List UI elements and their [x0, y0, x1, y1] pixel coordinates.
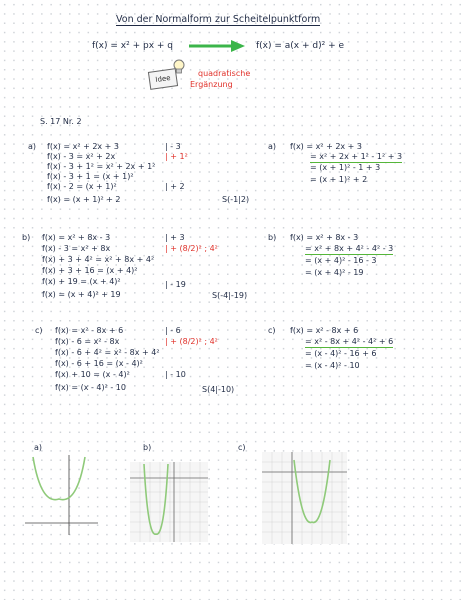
a-left-line: f(x) = (x + 1)² + 2 [47, 195, 121, 204]
a-right-line: = x² + 2x + 1² - 1² + 3 [310, 152, 403, 161]
arrow-right-icon [187, 38, 247, 54]
b-left-line: f(x) - 3 = x² + 8x [42, 244, 111, 253]
label-c-right: c) [268, 326, 276, 335]
b-step-op: | - 19 [165, 280, 186, 289]
b-left-line: f(x) + 3 + 16 = (x + 4)² [42, 266, 138, 275]
a-vertex: S(-1|2) [222, 195, 250, 204]
c-right-line: f(x) = x² - 8x + 6 [290, 326, 359, 335]
label-a-left: a) [28, 142, 37, 151]
idea-sticker: Idee [148, 68, 178, 90]
b-left-line: f(x) + 3 + 4² = x² + 8x + 4² [42, 255, 155, 264]
c-right-line: = x² - 8x + 4² - 4² + 6 [305, 337, 394, 346]
label-c-left: c) [35, 326, 43, 335]
note-line-2: Ergänzung [190, 80, 233, 89]
graph-c [262, 452, 347, 544]
label-b-left: b) [22, 233, 31, 242]
b-left-line: f(x) = (x + 4)² + 19 [42, 290, 121, 299]
b-right-line: f(x) = x² + 8x - 3 [290, 233, 359, 242]
lightbulb-icon [172, 58, 186, 76]
parabola-curve [33, 457, 85, 500]
c-left-line: f(x) - 6 + 4² = x² - 8x + 4² [55, 348, 160, 357]
c-left-line: f(x) - 6 = x² - 8x [55, 337, 120, 346]
exercise-reference: S. 17 Nr. 2 [40, 117, 82, 126]
graph-a [25, 455, 98, 535]
c-right-line: = (x - 4)² - 10 [305, 361, 360, 370]
b-left-line: f(x) = x² + 8x - 3 [42, 233, 111, 242]
a-left-line: f(x) = x² + 2x + 3 [47, 142, 120, 151]
a-left-line: f(x) - 3 + 1² = x² + 2x + 1² [47, 162, 156, 171]
a-right-line: = (x + 1)² - 1 + 3 [310, 163, 381, 172]
b-step-op: | + 3 [165, 233, 185, 242]
c-left-line: f(x) - 6 + 16 = (x - 4)² [55, 359, 143, 368]
c-step-op: | + (8/2)² ; 4² [165, 337, 218, 346]
b-left-line: f(x) + 19 = (x + 4)² [42, 277, 121, 286]
a-right-line: f(x) = x² + 2x + 3 [290, 142, 363, 151]
b-step-op: | + (8/2)² ; 4² [165, 244, 218, 253]
graph-label-a: a) [34, 443, 43, 452]
c-step-op: | - 6 [165, 326, 181, 335]
a-left-line: f(x) - 3 = x² + 2x [47, 152, 116, 161]
a-step-op: | - 3 [165, 142, 181, 151]
b-vertex: S(-4|-19) [212, 291, 248, 300]
a-left-line: f(x) - 2 = (x + 1)² [47, 182, 117, 191]
note-line-1: quadratische [198, 69, 251, 78]
c-right-line: = (x - 4)² - 16 + 6 [305, 349, 377, 358]
parabola-curve [144, 464, 168, 534]
graph-label-b: b) [143, 443, 152, 452]
a-right-line: = (x + 1)² + 2 [310, 175, 368, 184]
c-left-line: f(x) = (x - 4)² - 10 [55, 383, 126, 392]
vertex-form: f(x) = a(x + d)² + e [256, 41, 345, 51]
a-left-line: f(x) - 3 + 1 = (x + 1)² [47, 172, 134, 181]
a-step-op: | + 1² [165, 152, 188, 161]
graph-label-c: c) [238, 443, 246, 452]
c-left-line: f(x) + 10 = (x - 4)² [55, 370, 130, 379]
c-left-line: f(x) = x² - 8x + 6 [55, 326, 124, 335]
c-vertex: S(4|-10) [202, 385, 235, 394]
a-step-op: | + 2 [165, 182, 185, 191]
b-right-line: = (x + 4)² - 16 - 3 [305, 256, 377, 265]
b-right-line: = (x + 4)² - 19 [305, 268, 364, 277]
page-title: Von der Normalform zur Scheitelpunktform [116, 14, 321, 25]
graph-b [130, 462, 208, 542]
label-a-right: a) [268, 142, 277, 151]
label-b-right: b) [268, 233, 277, 242]
normal-form: f(x) = x² + px + q [92, 41, 173, 51]
b-right-line: = x² + 8x + 4² - 4² - 3 [305, 244, 394, 253]
c-step-op: | - 10 [165, 370, 186, 379]
